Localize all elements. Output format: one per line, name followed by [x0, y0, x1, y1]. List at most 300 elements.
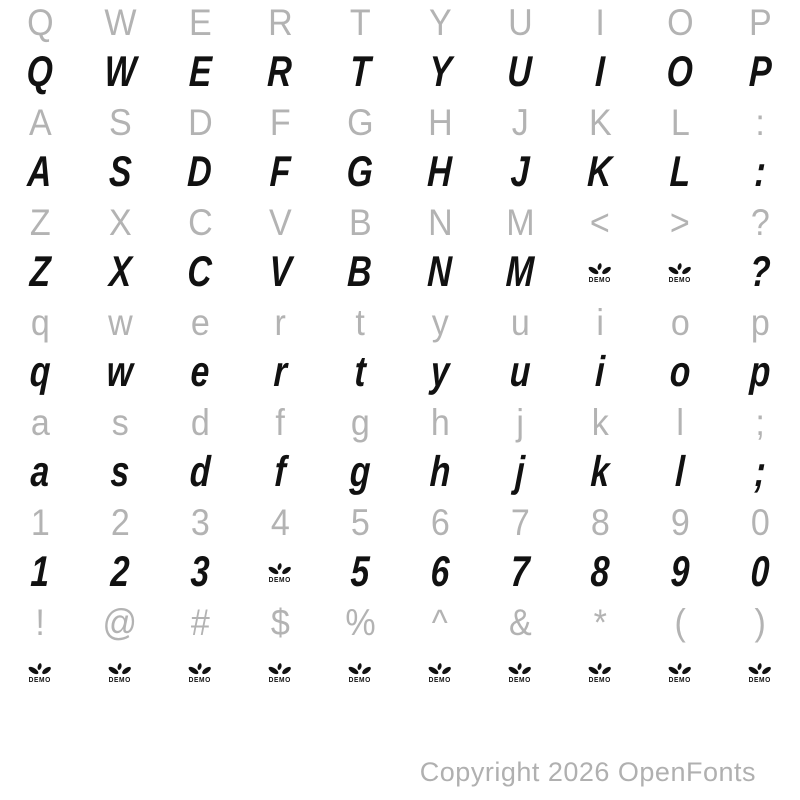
glyph: R: [266, 48, 294, 96]
reference-font-char: [560, 300, 640, 345]
specimen-row-demo-font: [0, 645, 800, 700]
specimen-row-reference-font: [0, 500, 800, 545]
glyph: R: [267, 2, 293, 43]
glyph: (: [674, 602, 686, 643]
reference-font-char: [320, 600, 400, 645]
demo-font-char: [240, 445, 320, 500]
glyph: N: [426, 248, 454, 296]
glyph: j: [516, 402, 524, 443]
glyph: ?: [750, 202, 770, 243]
glyph: H: [426, 148, 454, 196]
demo-placeholder-glyph: [160, 645, 240, 700]
glyph: 4: [270, 502, 290, 543]
specimen-row-reference-font: [0, 600, 800, 645]
demo-placeholder-label: DEMO: [508, 676, 532, 684]
reference-font-char: [640, 500, 720, 545]
glyph: S: [108, 102, 132, 143]
glyph: K: [588, 102, 612, 143]
reference-font-char: [560, 600, 640, 645]
glyph: 7: [509, 548, 531, 596]
reference-font-char: [640, 100, 720, 145]
reference-font-char: [320, 0, 400, 45]
glyph: 8: [590, 502, 610, 543]
reference-font-char: [560, 500, 640, 545]
glyph: N: [427, 202, 453, 243]
glyph: *: [593, 602, 607, 643]
glyph: W: [103, 48, 137, 96]
glyph: 6: [430, 502, 450, 543]
glyph: M: [505, 248, 535, 296]
demo-placeholder-glyph: [640, 645, 720, 700]
leaf-sprout-icon: [747, 662, 773, 676]
reference-font-char: [80, 100, 160, 145]
demo-font-char: [240, 245, 320, 300]
demo-placeholder-glyph: [400, 645, 480, 700]
reference-font-char: [80, 600, 160, 645]
glyph: 6: [429, 548, 451, 596]
reference-font-char: [480, 0, 560, 45]
reference-font-char: [80, 200, 160, 245]
reference-font-char: [640, 300, 720, 345]
glyph: s: [111, 402, 129, 443]
glyph: G: [345, 148, 375, 196]
specimen-row-demo-font: [0, 245, 800, 300]
reference-font-char: [400, 600, 480, 645]
reference-font-char: [0, 400, 80, 445]
glyph: F: [268, 148, 292, 196]
demo-font-char: [480, 45, 560, 100]
glyph: 1: [30, 502, 50, 543]
reference-font-char: [560, 100, 640, 145]
reference-font-char: [320, 500, 400, 545]
specimen-row-demo-font: [0, 445, 800, 500]
reference-font-char: [480, 300, 560, 345]
demo-font-char: [720, 145, 800, 200]
reference-font-char: [320, 200, 400, 245]
glyph: j: [514, 448, 526, 496]
reference-font-char: [720, 200, 800, 245]
glyph: D: [186, 148, 214, 196]
glyph: t: [353, 348, 367, 396]
demo-placeholder-label: DEMO: [268, 576, 292, 584]
reference-font-char: [0, 300, 80, 345]
glyph: r: [274, 302, 286, 343]
demo-font-char: [320, 245, 400, 300]
demo-placeholder-label: DEMO: [588, 676, 612, 684]
reference-font-char: [240, 200, 320, 245]
demo-placeholder-glyph: [560, 645, 640, 700]
glyph: t: [355, 302, 365, 343]
reference-font-char: [480, 200, 560, 245]
glyph: G: [346, 102, 374, 143]
reference-font-char: [160, 100, 240, 145]
specimen-row-reference-font: [0, 200, 800, 245]
demo-placeholder-glyph: [240, 645, 320, 700]
glyph: k: [589, 448, 611, 496]
demo-font-char: [400, 545, 480, 600]
reference-font-char: [720, 0, 800, 45]
reference-font-char: [240, 500, 320, 545]
demo-font-char: [160, 345, 240, 400]
demo-font-char: [320, 345, 400, 400]
reference-font-char: [160, 0, 240, 45]
glyph: B: [346, 248, 374, 296]
demo-font-char: [480, 345, 560, 400]
demo-font-char: [720, 545, 800, 600]
leaf-sprout-icon: [347, 662, 373, 676]
glyph: q: [28, 348, 52, 396]
glyph: E: [188, 2, 212, 43]
reference-font-char: [0, 500, 80, 545]
glyph: E: [187, 48, 213, 96]
reference-font-char: [240, 300, 320, 345]
demo-font-char: [80, 145, 160, 200]
reference-font-char: [480, 600, 560, 645]
demo-placeholder-glyph: [640, 245, 720, 300]
demo-font-char: [320, 45, 400, 100]
reference-font-char: [240, 600, 320, 645]
leaf-sprout-icon: [507, 662, 533, 676]
demo-font-char: [640, 345, 720, 400]
glyph: I: [595, 2, 605, 43]
glyph: o: [668, 348, 692, 396]
demo-font-char: [480, 545, 560, 600]
reference-font-char: [480, 100, 560, 145]
demo-font-char: [160, 45, 240, 100]
glyph: X: [107, 248, 133, 296]
reference-font-char: [400, 100, 480, 145]
glyph: q: [30, 302, 50, 343]
glyph: f: [275, 402, 285, 443]
glyph: s: [109, 448, 131, 496]
glyph: :: [755, 102, 765, 143]
glyph: a: [29, 448, 51, 496]
glyph: U: [507, 2, 533, 43]
glyph: y: [431, 302, 449, 343]
glyph: 8: [589, 548, 611, 596]
demo-font-char: [320, 145, 400, 200]
demo-placeholder-label: DEMO: [748, 676, 772, 684]
copyright-text: Copyright 2026 OpenFonts: [419, 757, 756, 787]
reference-font-char: [160, 400, 240, 445]
glyph: D: [187, 102, 213, 143]
glyph: ^: [432, 602, 448, 643]
glyph: 1: [29, 548, 51, 596]
leaf-sprout-icon: [107, 662, 133, 676]
glyph: Y: [427, 48, 453, 96]
demo-font-char: [160, 545, 240, 600]
glyph: F: [269, 102, 291, 143]
specimen-row-reference-font: [0, 100, 800, 145]
demo-font-char: [240, 145, 320, 200]
glyph: @: [102, 602, 138, 643]
glyph: P: [747, 48, 773, 96]
glyph: Q: [26, 2, 54, 43]
glyph: d: [190, 402, 210, 443]
demo-font-char: [560, 545, 640, 600]
reference-font-char: [0, 100, 80, 145]
leaf-sprout-icon: [587, 262, 613, 276]
demo-placeholder-glyph: [0, 645, 80, 700]
demo-placeholder-label: DEMO: [668, 676, 692, 684]
reference-font-char: [640, 400, 720, 445]
demo-font-char: [640, 545, 720, 600]
glyph: O: [666, 2, 694, 43]
demo-placeholder-label: DEMO: [428, 676, 452, 684]
glyph: 0: [749, 548, 771, 596]
reference-font-char: [80, 300, 160, 345]
glyph: :: [753, 148, 767, 196]
leaf-sprout-icon: [27, 662, 53, 676]
glyph: #: [190, 602, 210, 643]
glyph: l: [676, 402, 684, 443]
glyph: i: [594, 348, 606, 396]
reference-font-char: [0, 600, 80, 645]
reference-font-char: [320, 400, 400, 445]
glyph: L: [670, 102, 690, 143]
demo-font-char: [400, 445, 480, 500]
glyph: !: [35, 602, 45, 643]
specimen-row-reference-font: [0, 400, 800, 445]
reference-font-char: [720, 300, 800, 345]
demo-placeholder-glyph: [480, 645, 560, 700]
glyph: h: [430, 402, 450, 443]
leaf-sprout-icon: [587, 662, 613, 676]
reference-font-char: [400, 200, 480, 245]
glyph: f: [273, 448, 287, 496]
leaf-sprout-icon: [427, 662, 453, 676]
glyph: U: [506, 48, 534, 96]
reference-font-char: [80, 400, 160, 445]
glyph: M: [505, 202, 535, 243]
specimen-row-demo-font: [0, 345, 800, 400]
glyph: ;: [753, 448, 767, 496]
demo-font-char: [640, 45, 720, 100]
glyph: 9: [669, 548, 691, 596]
reference-font-char: [240, 400, 320, 445]
demo-font-char: [640, 445, 720, 500]
reference-font-char: [320, 100, 400, 145]
demo-font-char: [0, 345, 80, 400]
reference-font-char: [480, 500, 560, 545]
glyph: e: [190, 302, 210, 343]
reference-font-char: [160, 300, 240, 345]
leaf-sprout-icon: [667, 262, 693, 276]
demo-font-char: [400, 245, 480, 300]
demo-font-char: [80, 45, 160, 100]
demo-placeholder-glyph: [80, 645, 160, 700]
reference-font-char: [320, 300, 400, 345]
demo-font-char: [160, 145, 240, 200]
glyph: 3: [189, 548, 211, 596]
reference-font-char: [80, 0, 160, 45]
glyph: %: [344, 602, 376, 643]
demo-font-char: [0, 545, 80, 600]
leaf-sprout-icon: [267, 662, 293, 676]
specimen-row-demo-font: [0, 45, 800, 100]
glyph: u: [508, 348, 532, 396]
reference-font-char: [400, 500, 480, 545]
reference-font-char: [80, 500, 160, 545]
leaf-sprout-icon: [187, 662, 213, 676]
glyph: p: [748, 348, 772, 396]
demo-font-char: [400, 145, 480, 200]
demo-placeholder-glyph: [240, 545, 320, 600]
demo-placeholder-label: DEMO: [588, 276, 612, 284]
glyph: J: [509, 148, 531, 196]
demo-placeholder-glyph: [560, 245, 640, 300]
glyph: &: [508, 602, 532, 643]
glyph: Z: [28, 248, 52, 296]
demo-font-char: [0, 445, 80, 500]
glyph: V: [268, 202, 292, 243]
reference-font-char: [0, 200, 80, 245]
demo-font-char: [400, 345, 480, 400]
reference-font-char: [480, 400, 560, 445]
demo-font-char: [80, 445, 160, 500]
glyph: <: [590, 202, 610, 243]
reference-font-char: [160, 600, 240, 645]
demo-font-char: [0, 245, 80, 300]
glyph: 5: [350, 502, 370, 543]
demo-font-char: [320, 445, 400, 500]
glyph: i: [596, 302, 604, 343]
reference-font-char: [0, 0, 80, 45]
demo-font-char: [320, 545, 400, 600]
glyph: S: [107, 148, 133, 196]
glyph: e: [189, 348, 211, 396]
glyph: o: [670, 302, 690, 343]
demo-font-char: [720, 445, 800, 500]
glyph: O: [665, 48, 695, 96]
glyph: T: [349, 2, 371, 43]
glyph: w: [105, 348, 135, 396]
reference-font-char: [400, 300, 480, 345]
reference-font-char: [400, 0, 480, 45]
reference-font-char: [560, 200, 640, 245]
glyph: h: [428, 448, 452, 496]
glyph: A: [28, 102, 52, 143]
demo-font-char: [80, 345, 160, 400]
demo-placeholder-label: DEMO: [28, 676, 52, 684]
glyph: 9: [670, 502, 690, 543]
glyph: C: [186, 248, 214, 296]
reference-font-char: [640, 600, 720, 645]
glyph: ;: [755, 402, 765, 443]
glyph: >: [670, 202, 690, 243]
reference-font-char: [640, 200, 720, 245]
reference-font-char: [160, 500, 240, 545]
reference-font-char: [240, 0, 320, 45]
demo-font-char: [240, 345, 320, 400]
glyph: a: [30, 402, 50, 443]
glyph: X: [108, 202, 132, 243]
reference-font-char: [720, 100, 800, 145]
demo-placeholder-label: DEMO: [188, 676, 212, 684]
demo-placeholder-glyph: [320, 645, 400, 700]
glyph: Q: [25, 48, 55, 96]
reference-font-char: [400, 400, 480, 445]
glyph: 3: [190, 502, 210, 543]
demo-font-char: [560, 145, 640, 200]
glyph: J: [511, 102, 529, 143]
reference-font-char: [560, 400, 640, 445]
demo-font-char: [480, 445, 560, 500]
glyph: Y: [428, 2, 452, 43]
reference-font-char: [560, 0, 640, 45]
glyph: H: [427, 102, 453, 143]
glyph: C: [187, 202, 213, 243]
glyph: d: [188, 448, 212, 496]
demo-font-char: [720, 45, 800, 100]
glyph: y: [429, 348, 451, 396]
reference-font-char: [240, 100, 320, 145]
demo-font-char: [240, 45, 320, 100]
demo-font-char: [560, 45, 640, 100]
glyph: ): [754, 602, 766, 643]
glyph: g: [350, 402, 370, 443]
glyph: L: [668, 148, 692, 196]
glyph: w: [107, 302, 133, 343]
demo-font-char: [0, 45, 80, 100]
demo-font-char: [480, 245, 560, 300]
demo-placeholder-label: DEMO: [108, 676, 132, 684]
demo-font-char: [720, 345, 800, 400]
glyph: 2: [110, 502, 130, 543]
glyph: l: [674, 448, 686, 496]
specimen-row-reference-font: [0, 0, 800, 45]
glyph: V: [267, 248, 293, 296]
glyph: A: [26, 148, 54, 196]
glyph: p: [750, 302, 770, 343]
demo-font-char: [400, 45, 480, 100]
leaf-sprout-icon: [667, 662, 693, 676]
demo-font-char: [560, 445, 640, 500]
specimen-row-reference-font: [0, 300, 800, 345]
reference-font-char: [160, 200, 240, 245]
demo-placeholder-label: DEMO: [348, 676, 372, 684]
glyph: 2: [109, 548, 131, 596]
glyph: T: [348, 48, 372, 96]
glyph: 7: [510, 502, 530, 543]
glyph: u: [510, 302, 530, 343]
demo-placeholder-label: DEMO: [268, 676, 292, 684]
specimen-row-demo-font: [0, 145, 800, 200]
glyph: g: [348, 448, 372, 496]
demo-font-char: [160, 445, 240, 500]
glyph: 5: [349, 548, 371, 596]
glyph: K: [586, 148, 614, 196]
demo-font-char: [560, 345, 640, 400]
reference-font-char: [640, 0, 720, 45]
demo-font-char: [0, 145, 80, 200]
demo-font-char: [480, 145, 560, 200]
glyph: P: [748, 2, 772, 43]
demo-font-char: [720, 245, 800, 300]
glyph: k: [591, 402, 609, 443]
demo-placeholder-glyph: [720, 645, 800, 700]
glyph: r: [272, 348, 288, 396]
glyph: ?: [748, 248, 772, 296]
demo-font-char: [80, 245, 160, 300]
leaf-sprout-icon: [267, 562, 293, 576]
demo-placeholder-label: DEMO: [668, 276, 692, 284]
reference-font-char: [720, 400, 800, 445]
glyph: $: [270, 602, 290, 643]
demo-font-char: [160, 245, 240, 300]
glyph: Z: [29, 202, 51, 243]
demo-font-char: [80, 545, 160, 600]
